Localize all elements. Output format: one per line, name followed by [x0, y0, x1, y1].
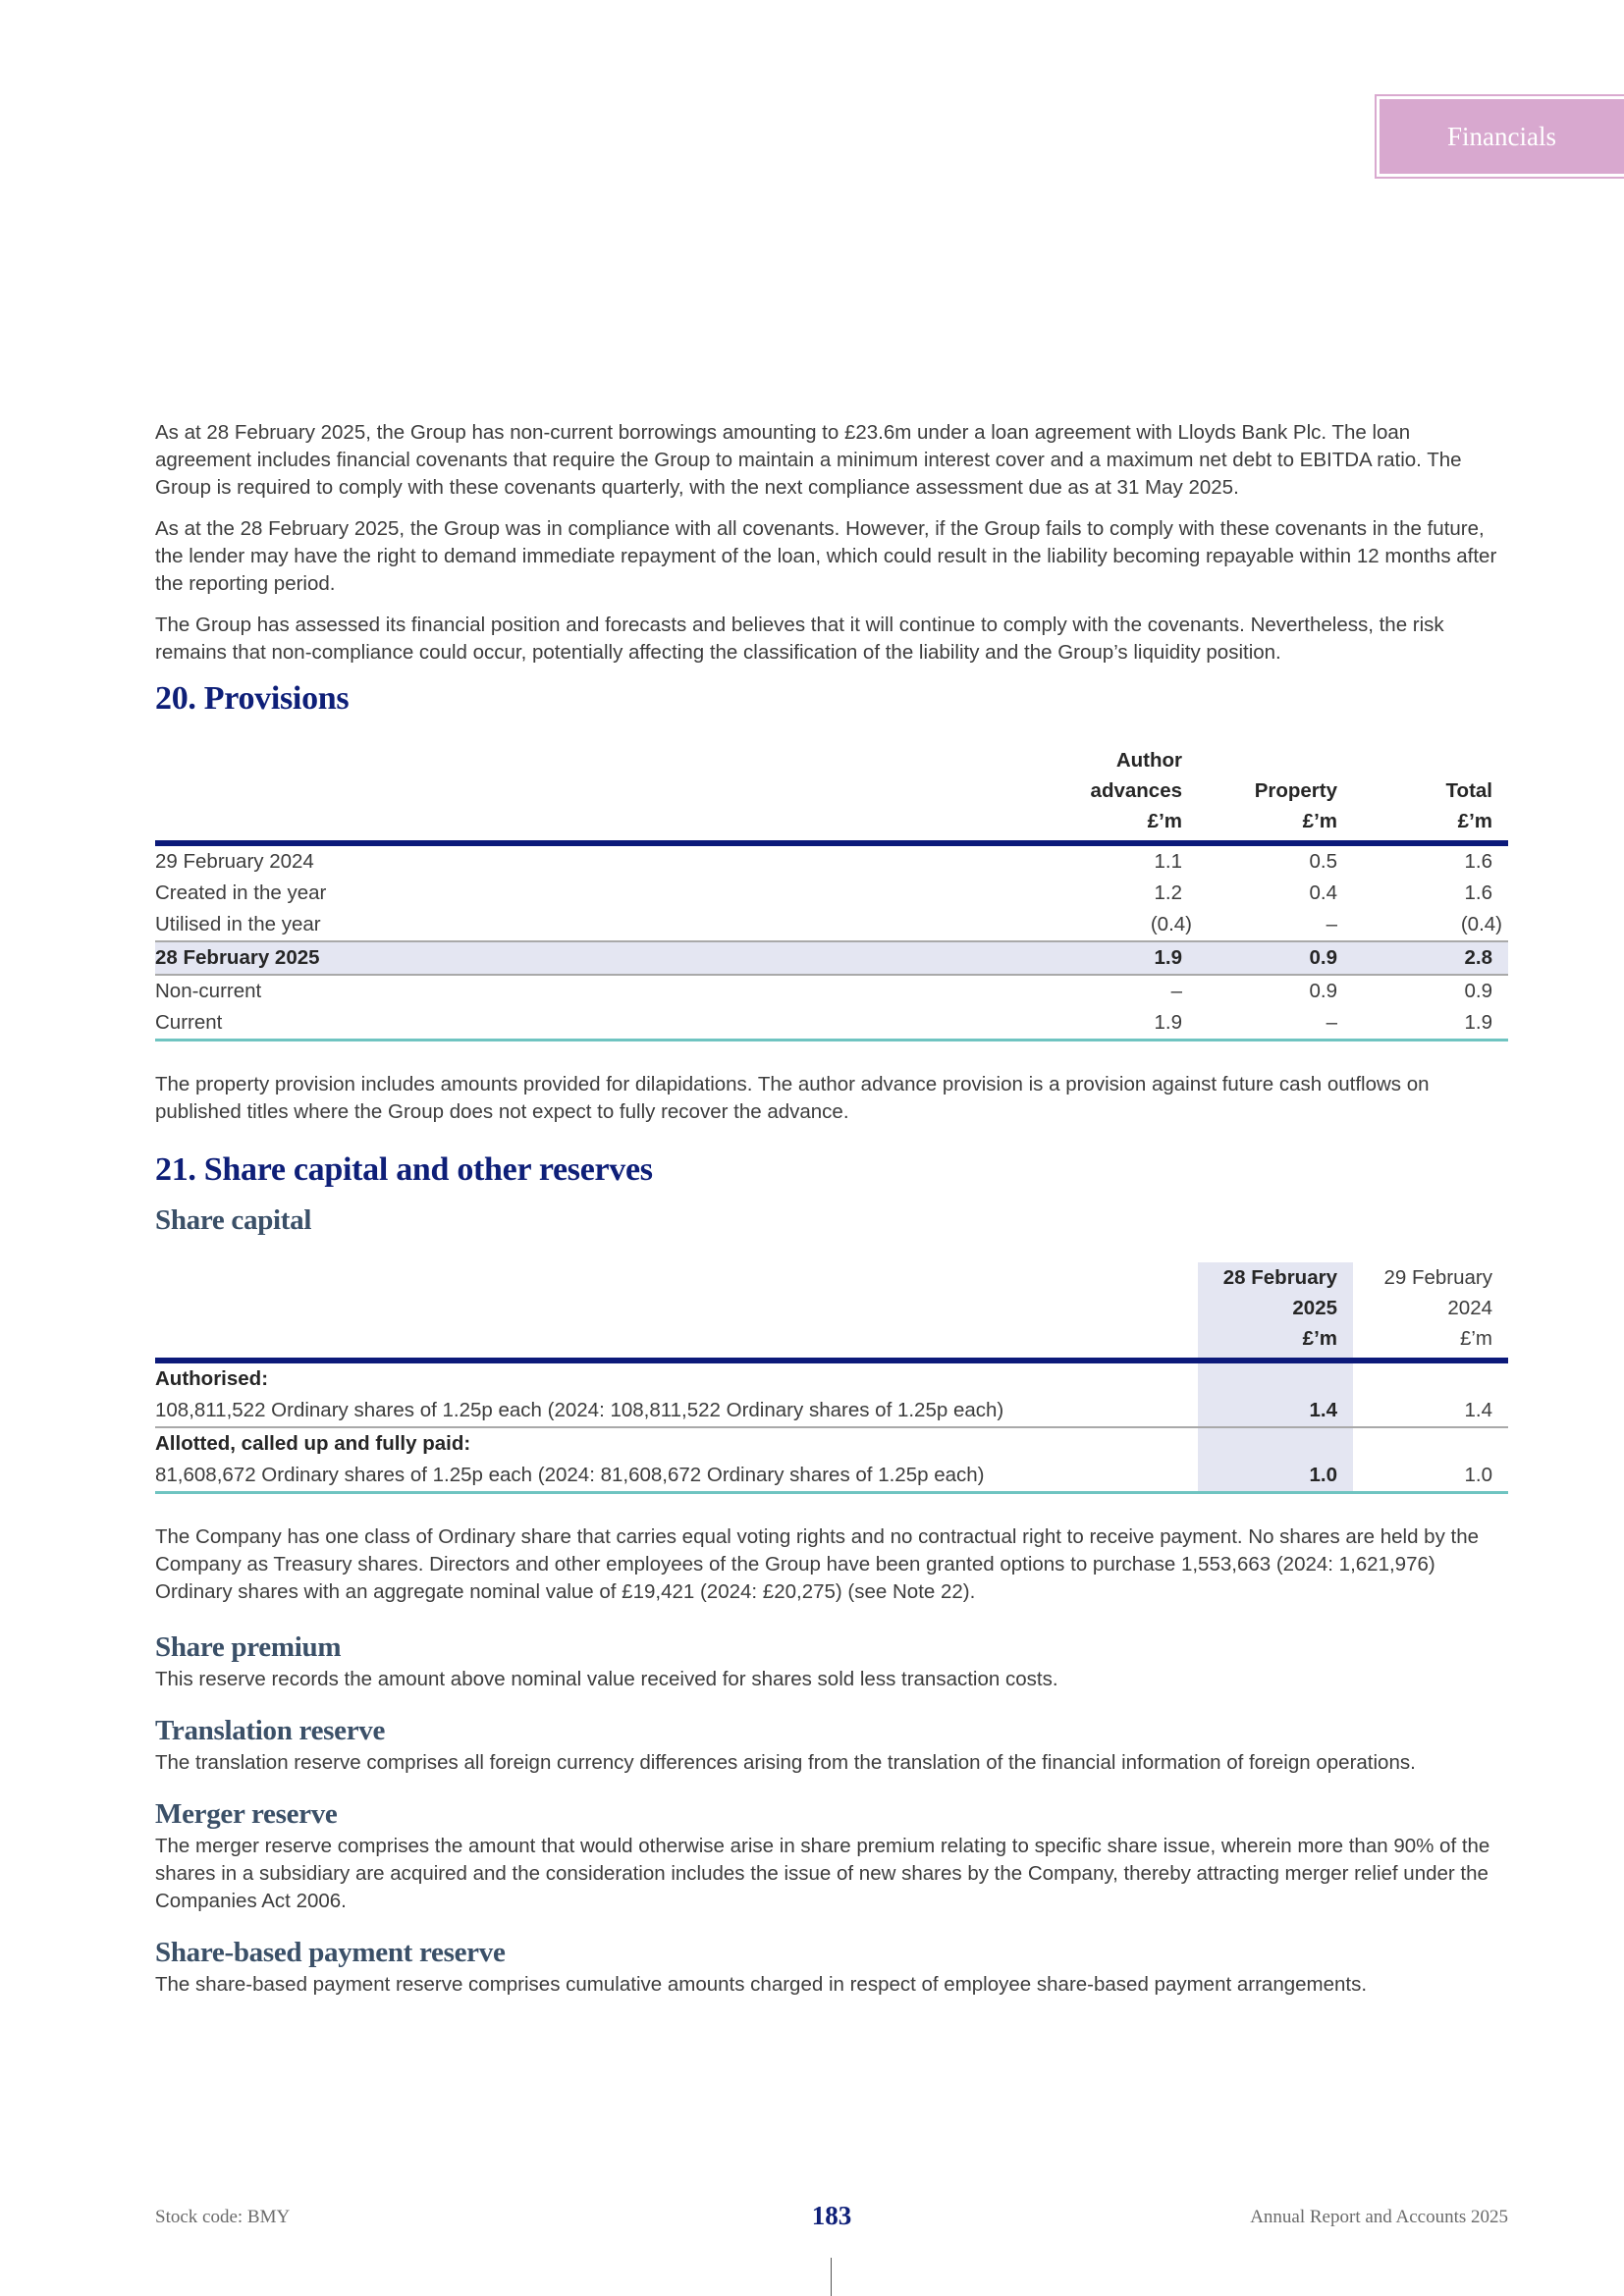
- reserve-heading-share-based-payment: Share-based payment reserve: [155, 1937, 506, 1968]
- intro-paragraph: As at the 28 February 2025, the Group was in compliance with all covenants. However, if the Group fails to comply with these covenants in the future, the lender may have the right to demand immediate repayment of the loan, which could result in the liability becoming repayable within 12 months after the reporting period.: [155, 517, 1497, 595]
- reserve-text: The share-based payment reserve comprises cumulative amounts charged in respect of employee share-based payment arrangements.: [155, 1973, 1368, 1996]
- reserve-text: The merger reserve comprises the amount that would otherwise arise in share premium relating to specific share issue, wherein more than 90% of the shares in a subsidiary are acquired and the consideration includes the issue of new shares by the Company, thereby attracting merger relief under the Companies Act 2006.: [155, 1835, 1490, 1912]
- intro-paragraph: As at 28 February 2025, the Group has non-current borrowings amounting to £23.6m under a loan agreement with Lloyds Bank Plc. The loan agreement includes financial covenants that require the Group to maintain a minimum interest cover and a maximum net debt to EBITDA ratio. The Group is required to comply with these covenants quarterly, with the next compliance assessment due as at 31 May 2025.: [155, 421, 1462, 499]
- footer-divider-line: [831, 2258, 832, 2296]
- col-author-advances: Author advances £’m: [1041, 745, 1198, 843]
- reserve-text: The translation reserve comprises all foreign currency differences arising from the translation of the financial information of foreign operations.: [155, 1751, 1416, 1774]
- share-capital-note: The Company has one class of Ordinary share that carries equal voting rights and no contractual right to receive payment. No shares are held by the Company as Treasury shares. Directors and other employees of the Group have been granted options to purchase 1,553,663 (2024: 1,621,976) Ordinary shares with an aggregate nominal value of £19,421 (2024: £20,275) (see Note 22).: [155, 1525, 1480, 1603]
- stock-code: Stock code: BMY: [155, 2207, 291, 2227]
- reserve-heading-translation: Translation reserve: [155, 1715, 386, 1746]
- table-row: Created in the year 1.2 0.4 1.6: [155, 881, 1492, 904]
- provisions-note: The property provision includes amounts provided for dilapidations. The author advance provision is a provision against future cash outflows on published titles where the Group does not expect to fully recover the advance.: [155, 1073, 1430, 1123]
- table-row: 29 February 2024 1.1 0.5 1.6: [155, 850, 1492, 873]
- col-2024: 29 February 2024 £’m: [1353, 1262, 1508, 1361]
- provisions-heading: 20. Provisions: [155, 680, 350, 717]
- table-row: Utilised in the year (0.4) – (0.4): [155, 913, 1502, 935]
- reserve-heading-merger: Merger reserve: [155, 1798, 338, 1830]
- reserve-text: This reserve records the amount above nominal value received for shares sold less transaction costs.: [155, 1668, 1058, 1690]
- page-footer: [155, 2201, 1508, 2236]
- table-row: Current 1.9 – 1.9: [155, 1007, 1508, 1041]
- table-row: Non-current – 0.9 0.9: [155, 980, 1492, 1002]
- table-row-total: 28 February 2025 1.9 0.9 2.8: [155, 941, 1508, 975]
- reserve-heading-share-premium: Share premium: [155, 1631, 342, 1663]
- page-number: 183: [811, 2201, 852, 2230]
- share-capital-subheading: Share capital: [155, 1204, 312, 1236]
- share-capital-section-heading: 21. Share capital and other reserves: [155, 1151, 653, 1188]
- table-row-group-label: Authorised:: [155, 1361, 1508, 1395]
- table-row: 108,811,522 Ordinary shares of 1.25p each (2024: 108,811,522 Ordinary shares of 1.25p each) 1.4 1.4: [155, 1395, 1508, 1427]
- col-2025: 28 February 2025 £’m: [1198, 1262, 1353, 1361]
- section-tab: [1375, 94, 1624, 179]
- table-row-group-label: Allotted, called up and fully paid:: [155, 1427, 1508, 1460]
- page-content: [155, 419, 1508, 2012]
- report-title: Annual Report and Accounts 2025: [1250, 2207, 1508, 2227]
- share-capital-table: [155, 1262, 1508, 1494]
- provisions-table: [155, 745, 1508, 1041]
- col-total: Total £’m: [1353, 745, 1508, 843]
- section-tab-label: Financials: [1380, 99, 1624, 174]
- table-row: 81,608,672 Ordinary shares of 1.25p each (2024: 81,608,672 Ordinary shares of 1.25p each) 1.0 1.0: [155, 1460, 1508, 1493]
- col-property: Property £’m: [1198, 745, 1353, 843]
- intro-paragraph: The Group has assessed its financial position and forecasts and believes that it will continue to comply with the covenants. Nevertheless, the risk remains that non-compliance could occur, potentially affecting the classification of the liability and the Group’s liquidity position.: [155, 614, 1444, 664]
